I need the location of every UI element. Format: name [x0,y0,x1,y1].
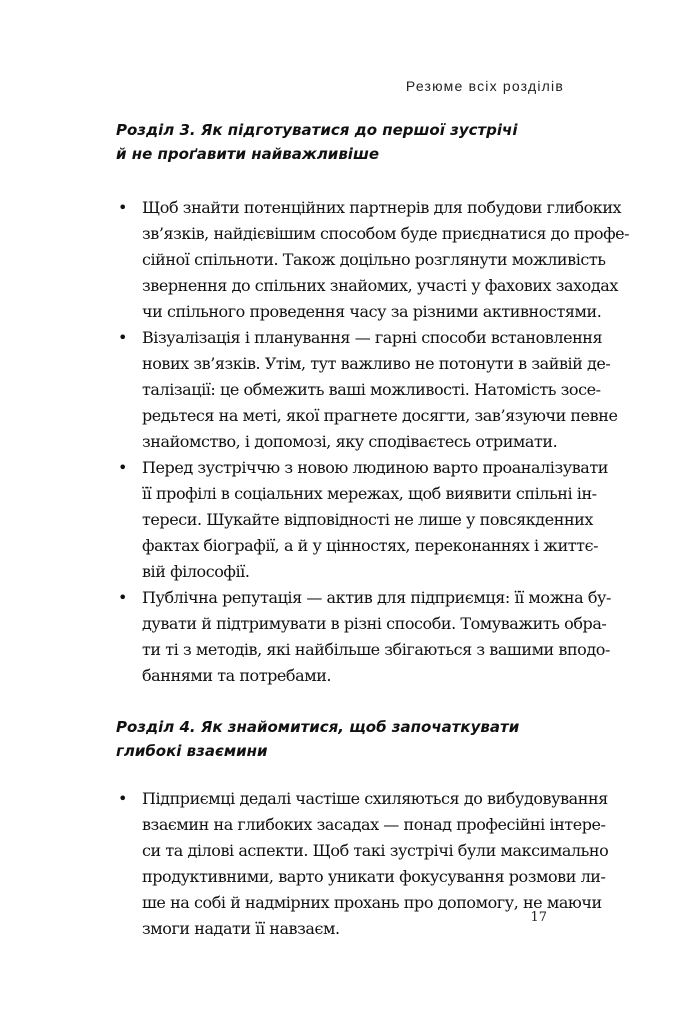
heading-line: глибокі взаємини [116,742,268,760]
text-line: Візуалізація і планування — гарні способи встановлення [142,328,603,347]
text-line: зв’язків, найдієвішим способом буде приєднатися до профе- [142,224,630,243]
list-item [116,325,618,455]
bullet-icon: • [118,588,128,607]
text-line: чи спільного проведення часу за різними активностями. [142,302,602,321]
text-line: дувати й підтримувати в різні способи. Томуважить обра- [142,614,607,633]
text-line: Перед зустріччю з новою людиною варто проаналізувати [142,458,608,477]
bullet-icon: • [118,789,128,808]
text-line: ше на собі й надмірних прохань про допомогу, не маючи [142,893,602,912]
running-head: Резюме всіх розділів [405,78,564,94]
bullet-icon: • [118,458,128,477]
bullet-icon: • [118,328,128,347]
text-line: редьтеся на меті, якої прагнете досягти, зав’язуючи певне [142,406,618,425]
text-line: Щоб знайти потенційних партнерів для побудови глибоких [142,198,622,217]
text-line: баннями та потребами. [142,666,332,685]
page-number: 17 [530,910,547,925]
heading-line: й не проґавити найважливіше [116,145,380,163]
bullet-list-chapter-3 [116,195,630,689]
heading-line: Розділ 4. Як знайомитися, щоб започаткувати [116,718,520,736]
text-line: Публічна репутація — актив для підприємця: її можна бу- [142,588,611,607]
text-line: взаємин на глибоких засадах — понад професійні інтере- [142,815,606,834]
text-line: її профілі в соціальних мережах, щоб виявити спільні ін- [142,484,597,503]
page-body [116,118,630,942]
text-line: тереси. Шукайте відповідності не лише у повсякденних [142,510,593,529]
text-line: змоги надати її навзаєм. [142,919,340,938]
text-line: Підприємці дедалі частіше схиляються до вибудовування [142,789,608,808]
text-line: талізації: це обмежить ваші можливості. Натомість зосе- [142,380,601,399]
text-line: звернення до спільних знайомих, участі у фахових заходах [142,276,618,295]
text-line: продуктивними, варто уникати фокусування розмови ли- [142,867,606,886]
heading-line: Розділ 3. Як підготуватися до першої зустрічі [116,121,518,139]
text-line: знайомство, і допомозі, яку сподіваєтесь отримати. [142,432,558,451]
text-line: сійної спільноти. Також доцільно розглянути можливість [142,250,606,269]
list-item [116,455,608,585]
text-line: нових зв’язків. Утім, тут важливо не потонути в зайвій де- [142,354,611,373]
list-item [116,585,611,689]
bullet-list-chapter-4 [116,786,609,942]
list-item [116,786,609,942]
text-line: ти ті з методів, які найбільше збігаються з вашими вподо- [142,640,610,659]
text-line: вій філософії. [142,562,250,581]
list-item [116,195,630,325]
section-heading-chapter-4 [116,715,574,763]
text-line: си та ділові аспекти. Щоб такі зустрічі були максимально [142,841,609,860]
text-line: фактах біографії, а й у цінностях, переконаннях і життє- [142,536,599,555]
bullet-icon: • [118,198,128,217]
section-heading-chapter-3 [116,118,574,166]
